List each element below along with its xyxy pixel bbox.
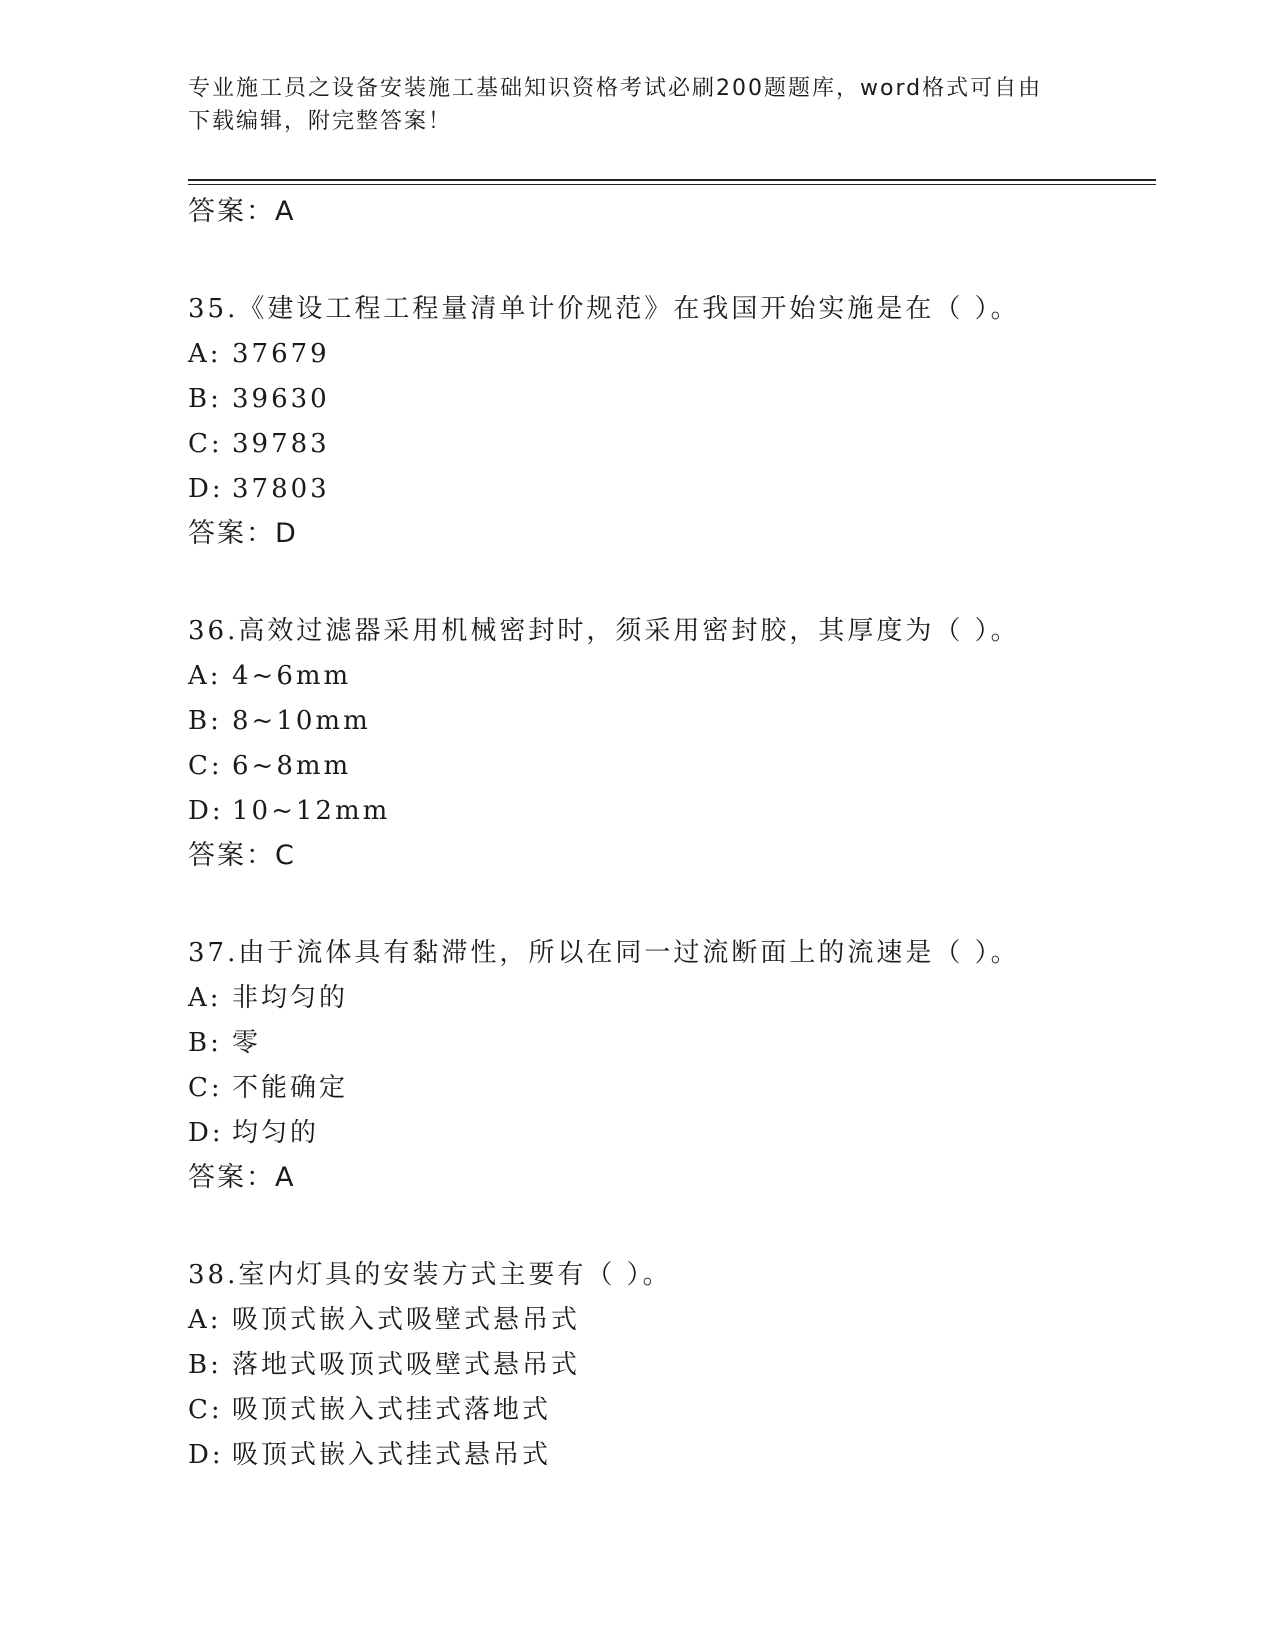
- option-text: 吸顶式嵌入式挂式悬吊式: [232, 1440, 552, 1470]
- header-divider-thin: [188, 184, 1156, 185]
- option-key: A:: [188, 1305, 222, 1335]
- option-a: [188, 654, 1148, 699]
- option-d: [188, 789, 1148, 834]
- option-d: [188, 1433, 1148, 1478]
- option-key: C:: [188, 751, 223, 781]
- answer-line: 答案：C: [188, 840, 296, 871]
- option-d: [188, 1111, 1148, 1156]
- option-c: [188, 744, 1148, 789]
- option-b: [188, 699, 1148, 744]
- option-text: 39783: [232, 429, 330, 459]
- answer-line: 答案：A: [188, 1162, 296, 1193]
- question-37: [188, 930, 1148, 1200]
- option-key: B:: [188, 384, 222, 414]
- question-title: 37.由于流体具有黏滞性，所以在同一过流断面上的流速是（ ）。: [188, 938, 1020, 968]
- option-text: 37803: [232, 474, 330, 504]
- option-text: 吸顶式嵌入式挂式落地式: [232, 1395, 552, 1425]
- option-key: B:: [188, 706, 222, 736]
- question-title: 35.《建设工程工程量清单计价规范》在我国开始实施是在（ ）。: [188, 294, 1020, 324]
- option-key: D:: [188, 1440, 224, 1470]
- option-b: [188, 1021, 1148, 1066]
- option-text: 吸顶式嵌入式吸壁式悬吊式: [232, 1305, 581, 1335]
- option-key: A:: [188, 661, 222, 691]
- question-title: 38.室内灯具的安装方式主要有（ ）。: [188, 1260, 672, 1290]
- question-title: 36.高效过滤器采用机械密封时，须采用密封胶，其厚度为（ ）。: [188, 616, 1020, 646]
- option-text: 39630: [232, 384, 330, 414]
- question-38: [188, 1252, 1148, 1478]
- answer-line: 答案：A: [188, 196, 296, 227]
- option-text: 不能确定: [232, 1073, 349, 1103]
- option-text: 8~10mm: [232, 706, 371, 736]
- option-key: B:: [188, 1028, 222, 1058]
- option-text: 落地式吸顶式吸壁式悬吊式: [232, 1350, 581, 1380]
- option-key: C:: [188, 1073, 223, 1103]
- option-text: 37679: [232, 339, 330, 369]
- header-divider-thick: [188, 179, 1156, 181]
- header-line-2: 下载编辑，附完整答案！: [188, 109, 453, 134]
- option-a: [188, 1298, 1148, 1343]
- option-d: [188, 467, 1148, 512]
- option-c: [188, 1388, 1148, 1433]
- option-text: 零: [232, 1028, 262, 1058]
- option-c: [188, 422, 1148, 467]
- option-key: B:: [188, 1350, 222, 1380]
- option-key: A:: [188, 339, 222, 369]
- option-text: 10~12mm: [232, 796, 391, 826]
- option-key: A:: [188, 983, 222, 1013]
- option-text: 6~8mm: [232, 751, 352, 781]
- question-35: [188, 286, 1148, 556]
- option-b: [188, 1343, 1148, 1388]
- question-list: [188, 190, 1148, 1478]
- option-key: D:: [188, 1118, 224, 1148]
- option-key: D:: [188, 796, 224, 826]
- question-36: [188, 608, 1148, 878]
- header-line-1: 专业施工员之设备安装施工基础知识资格考试必刷200题题库，word格式可自由: [188, 76, 1043, 101]
- option-a: [188, 332, 1148, 377]
- document-header: [188, 72, 1078, 138]
- option-text: 均匀的: [232, 1118, 320, 1148]
- option-c: [188, 1066, 1148, 1111]
- option-key: C:: [188, 1395, 223, 1425]
- answer-line: 答案：D: [188, 518, 298, 549]
- option-a: [188, 976, 1148, 1021]
- option-text: 4~6mm: [232, 661, 352, 691]
- option-b: [188, 377, 1148, 422]
- option-text: 非均匀的: [232, 983, 349, 1013]
- option-key: C:: [188, 429, 223, 459]
- option-key: D:: [188, 474, 224, 504]
